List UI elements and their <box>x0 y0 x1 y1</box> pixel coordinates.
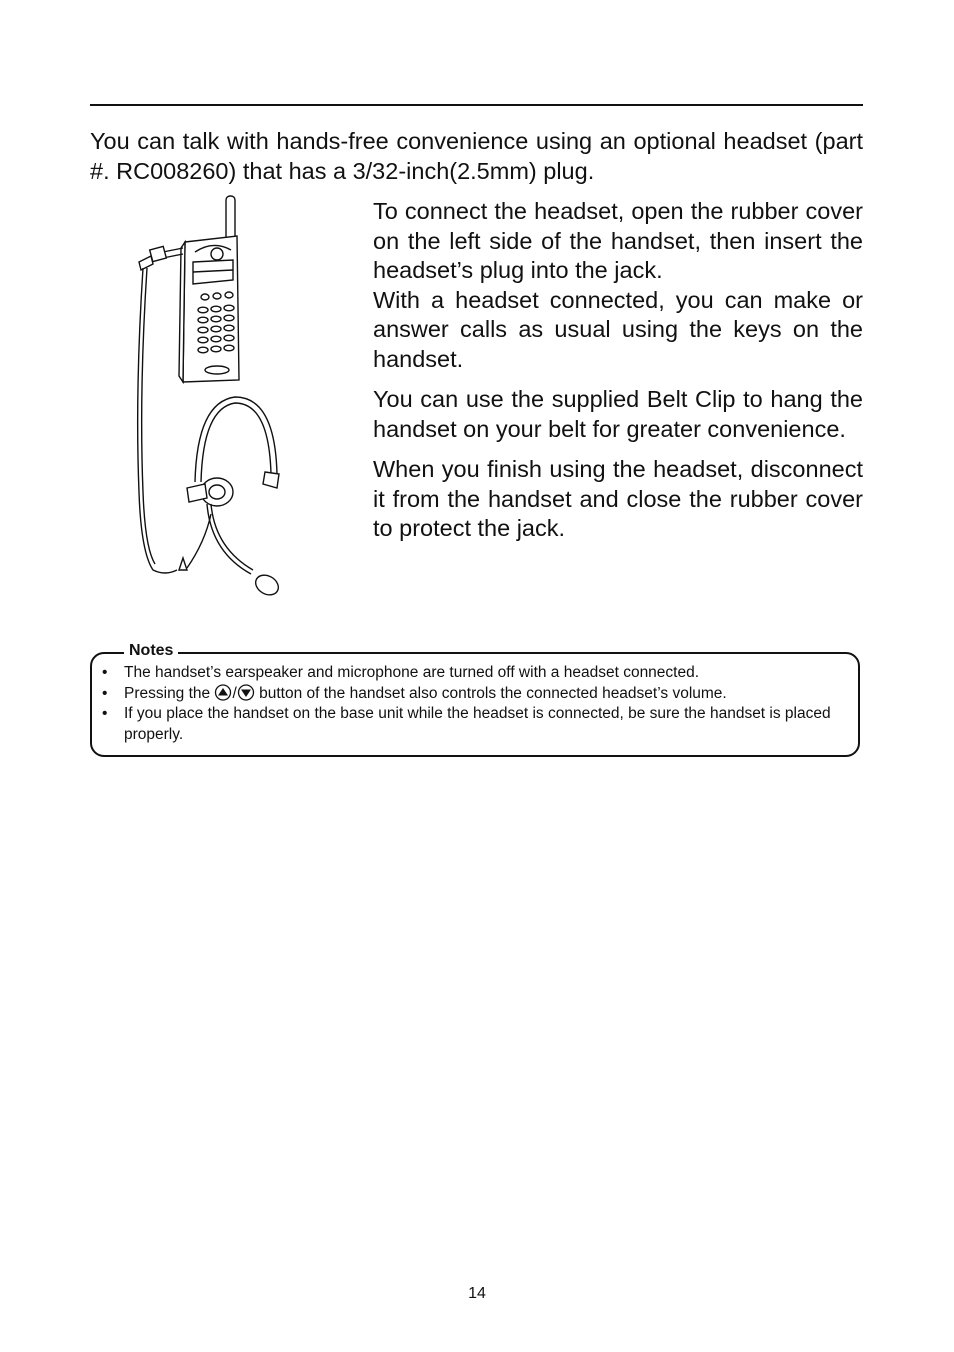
note-text: If you place the handset on the base unit while the headset is connected, be sure the handset is placed properly. <box>124 705 831 743</box>
instructions-column <box>373 197 863 555</box>
note-separator: / <box>232 684 237 702</box>
bullet: • <box>102 705 108 722</box>
intro-paragraph: You can talk with hands-free convenience using an optional headset (part #. RC008260) that has a 3/32-inch(2.5mm) plug. <box>90 128 863 184</box>
note-item <box>100 684 852 705</box>
disconnect-paragraph: When you finish using the headset, disconnect it from the handset and close the rubber cover to protect the jack. <box>373 456 863 541</box>
handset-headset-illustration <box>125 192 290 607</box>
volume-up-key-icon <box>214 684 232 701</box>
notes-list <box>100 663 852 745</box>
connect-paragraph: To connect the headset, open the rubber cover on the left side of the handset, then insert the headset’s plug into the jack. <box>373 198 863 283</box>
top-rule <box>90 104 863 106</box>
note-text: The handset’s earspeaker and microphone are turned off with a headset connected. <box>124 664 700 681</box>
notes-title: Notes <box>124 641 178 661</box>
volume-down-key-icon <box>237 684 255 701</box>
usage-paragraph: With a headset connected, you can make or answer calls as usual using the keys on the handset. <box>373 286 863 372</box>
page-number: 14 <box>468 1285 486 1302</box>
note-item <box>100 704 852 745</box>
note-text-after: button of the handset also controls the connected headset’s volume. <box>259 684 727 702</box>
bullet: • <box>102 684 108 702</box>
belt-clip-paragraph: You can use the supplied Belt Clip to hang the handset on your belt for greater convenience. <box>373 386 863 442</box>
note-item <box>100 663 852 684</box>
note-text-before: Pressing the <box>124 684 211 702</box>
bullet: • <box>102 664 108 681</box>
